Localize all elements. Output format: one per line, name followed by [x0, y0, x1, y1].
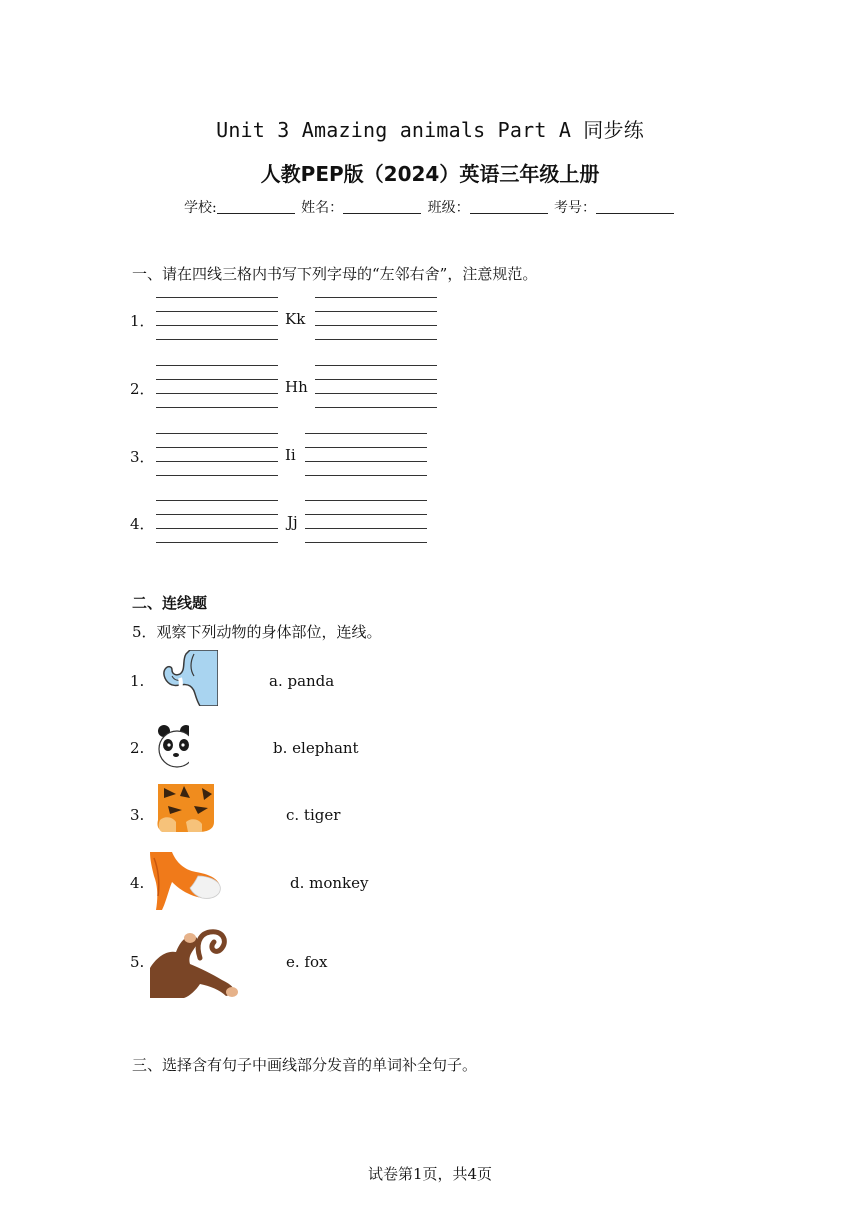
- match-option: a. panda: [269, 672, 335, 690]
- field-id-label: 考号：: [554, 200, 597, 216]
- elephant-trunk-icon: [160, 650, 218, 706]
- match-option: e. fox: [286, 953, 328, 971]
- match-number: 1.: [130, 672, 145, 690]
- panda-face-icon: [158, 724, 192, 770]
- match-option: c. tiger: [286, 806, 341, 824]
- item-number: 4．: [130, 515, 155, 533]
- item-number: 3．: [130, 448, 155, 466]
- field-name-blank[interactable]: [343, 199, 421, 214]
- section2-heading: 二、连线题: [132, 594, 208, 612]
- page-footer: 试卷第1页，共4页: [367, 1165, 493, 1183]
- student-info-row: [0, 197, 860, 217]
- field-school-blank[interactable]: [217, 199, 295, 214]
- section2-question: 5．观察下列动物的身体部位，连线。: [132, 623, 382, 641]
- field-class-blank[interactable]: [470, 199, 548, 214]
- match-number: 4.: [130, 874, 145, 892]
- given-letter: Kk: [285, 310, 306, 328]
- match-option: b. elephant: [273, 739, 359, 757]
- item-number: 2．: [130, 380, 155, 398]
- match-number: 3.: [130, 806, 145, 824]
- tiger-paw-icon: [154, 784, 216, 834]
- field-name-label: 姓名：: [301, 200, 344, 216]
- match-number: 2.: [130, 739, 145, 757]
- monkey-arm-icon: [150, 928, 238, 998]
- section1-heading: 一、请在四线三格内书写下列字母的“左邻右舍”，注意规范。: [132, 265, 538, 283]
- given-letter: Jj: [287, 513, 298, 531]
- fox-tail-icon: [150, 852, 222, 912]
- field-school-label: 学校:: [183, 200, 217, 216]
- match-number: 5.: [130, 953, 145, 971]
- given-letter: Hh: [285, 378, 308, 396]
- page-title: Unit 3 Amazing animals Part A 同步练: [216, 118, 644, 142]
- given-letter: Ii: [285, 446, 296, 464]
- field-class-label: 班级：: [427, 200, 470, 216]
- match-option: d. monkey: [290, 874, 369, 892]
- item-number: 1．: [130, 312, 155, 330]
- section3-heading: 三、选择含有句子中画线部分发音的单词补全句子。: [132, 1056, 478, 1074]
- page-subtitle: 人教PEP版（2024）英语三年级上册: [260, 162, 600, 186]
- field-id-blank[interactable]: [596, 199, 674, 214]
